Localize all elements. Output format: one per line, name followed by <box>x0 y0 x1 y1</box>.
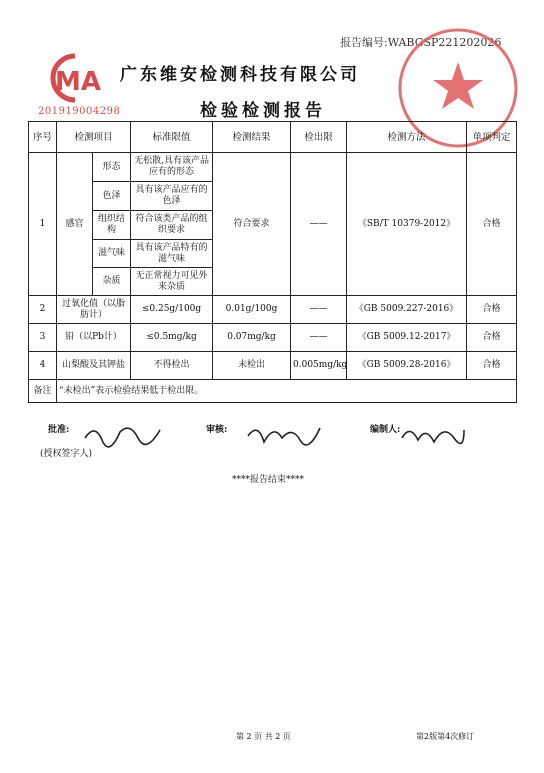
report-title: 检验检测报告 <box>200 101 326 121</box>
header-result: 检测结果 <box>213 122 291 153</box>
row-result: 0.07mg/kg <box>213 324 291 352</box>
table-header-row <box>29 122 517 153</box>
table-row <box>29 153 517 182</box>
remark-row <box>29 380 517 403</box>
cma-mark: MA <box>55 67 101 97</box>
row-result: 未检出 <box>213 352 291 380</box>
row-item: 感官 <box>57 153 93 296</box>
header-limit: 标准限值 <box>131 122 213 153</box>
row-detect-limit: —— <box>291 153 347 296</box>
row-result: 0.01g/100g <box>213 296 291 324</box>
subitem-limit: 无正常视力可见外来杂质 <box>131 268 213 296</box>
subitem-limit: 具有该产品特有的滋气味 <box>131 240 213 268</box>
header-verdict: 单项判定 <box>467 122 517 153</box>
row-method: 《SB/T 10379-2012》 <box>347 153 467 296</box>
reviewer-signature <box>244 418 324 448</box>
row-detect-limit: 0.005mg/kg <box>291 352 347 380</box>
company-name: 广东维安检测科技有限公司 <box>120 65 360 85</box>
results-table <box>28 121 517 403</box>
header-item: 检测项目 <box>57 122 131 153</box>
row-method: 《GB 5009.227-2016》 <box>347 296 467 324</box>
row-item: 过氧化值（以脂肪计） <box>57 296 131 324</box>
subitem-name: 杂质 <box>93 268 131 296</box>
row-method: 《GB 5009.12-2017》 <box>347 324 467 352</box>
row-detect-limit: —— <box>291 296 347 324</box>
author-label: 编制人: <box>370 425 401 435</box>
authorized-signer-note: (授权签字人) <box>40 449 93 459</box>
row-seq: 1 <box>29 153 57 296</box>
row-verdict: 合格 <box>467 153 517 296</box>
row-limit: 不得检出 <box>131 352 213 380</box>
table-row <box>29 352 517 380</box>
review-label: 审核: <box>206 425 228 435</box>
row-seq: 3 <box>29 324 57 352</box>
subitem-name: 滋气味 <box>93 240 131 268</box>
row-item: 铅（以Pb计） <box>57 324 131 352</box>
row-limit: ≤0.25g/100g <box>131 296 213 324</box>
subitem-name: 形态 <box>93 153 131 182</box>
table-row <box>29 324 517 352</box>
subitem-limit: 具有该产品应有的色泽 <box>131 182 213 211</box>
table-row <box>29 296 517 324</box>
author-signature <box>398 418 468 448</box>
remark-text: “未检出”表示检验结果低于检出限。 <box>57 380 517 403</box>
row-seq: 4 <box>29 352 57 380</box>
remark-label: 备注 <box>29 380 57 403</box>
cma-logo <box>35 50 121 106</box>
subitem-limit: 符合该类产品的组织要求 <box>131 211 213 240</box>
row-method: 《GB 5009.28-2016》 <box>347 352 467 380</box>
report-end-mark: ****报告结束**** <box>232 475 305 485</box>
header-seq: 序号 <box>29 122 57 153</box>
subitem-name: 色泽 <box>93 182 131 211</box>
row-verdict: 合格 <box>467 352 517 380</box>
header-method: 检测方法 <box>347 122 467 153</box>
row-seq: 2 <box>29 296 57 324</box>
revision-note: 第2版第4次修订 <box>416 732 475 741</box>
report-number: 报告编号:WABGSP221202026 <box>340 36 502 49</box>
row-detect-limit: —— <box>291 324 347 352</box>
row-result: 符合要求 <box>213 153 291 296</box>
subitem-name: 组织结构 <box>93 211 131 240</box>
page-number: 第 2 页 共 2 页 <box>236 732 291 741</box>
cma-number: 201919004298 <box>38 106 121 117</box>
subitem-limit: 无松散,具有该产品应有的形态 <box>131 153 213 182</box>
row-limit: ≤0.5mg/kg <box>131 324 213 352</box>
row-verdict: 合格 <box>467 296 517 324</box>
row-item: 山梨酸及其钾盐 <box>57 352 131 380</box>
approver-signature <box>80 418 170 448</box>
row-verdict: 合格 <box>467 324 517 352</box>
approve-label: 批准: <box>48 425 70 435</box>
header-detect-limit: 检出限 <box>291 122 347 153</box>
